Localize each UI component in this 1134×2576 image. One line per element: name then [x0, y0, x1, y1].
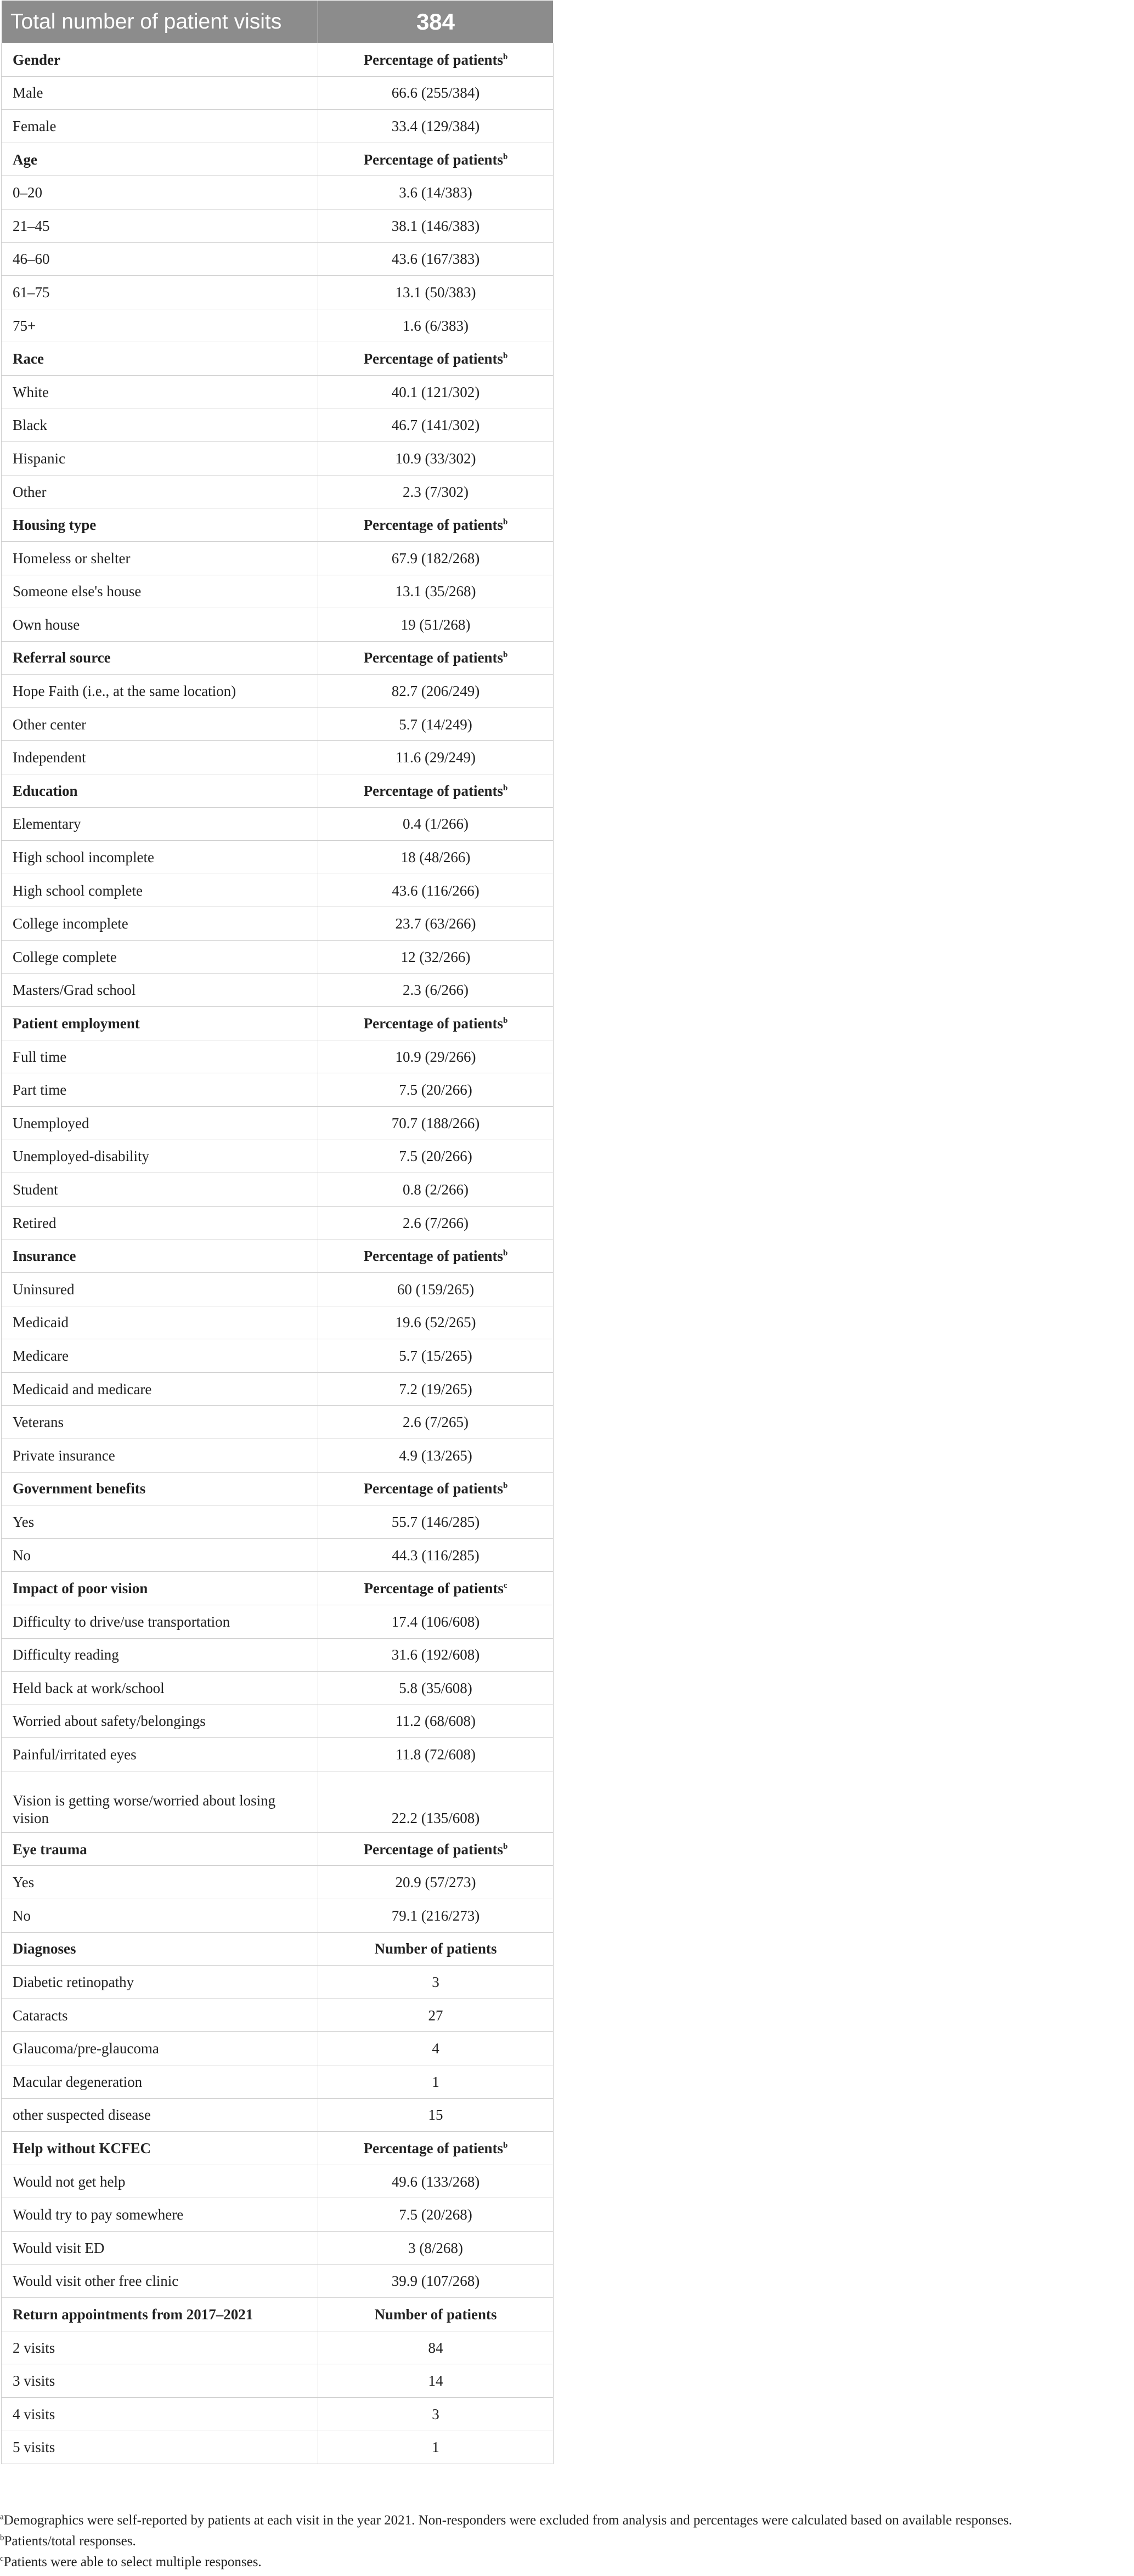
section-title-text: Impact of poor vision — [13, 1580, 148, 1597]
row-label: Black — [2, 409, 318, 442]
row-value: 12 (32/266) — [318, 941, 554, 974]
table-row — [2, 2098, 554, 2132]
row-value: 38.1 (146/383) — [318, 209, 554, 242]
row-label: College complete — [2, 941, 318, 974]
section-column-label — [318, 1932, 554, 1966]
row-value: 0.4 (1/266) — [318, 807, 554, 841]
section-column-label — [318, 342, 554, 376]
table-row — [2, 2065, 554, 2099]
row-value: 67.9 (182/268) — [318, 541, 554, 575]
footnote — [0, 2531, 1130, 2552]
row-value: 5.7 (15/265) — [318, 1339, 554, 1373]
row-value: 3 — [318, 2397, 554, 2431]
table-row — [2, 1705, 554, 1738]
row-value: 27 — [318, 1998, 554, 2032]
section-title-text: Diagnoses — [13, 1940, 76, 1957]
row-label: Would visit other free clinic — [2, 2264, 318, 2298]
table-row — [2, 541, 554, 575]
row-label: Veterans — [2, 1406, 318, 1439]
footnote-marker: a — [0, 2512, 4, 2522]
section-column-label-text: Percentage of patients — [363, 51, 504, 68]
header-title: Total number of patient visits — [2, 1, 318, 43]
table-row — [2, 1406, 554, 1439]
row-label: 0–20 — [2, 176, 318, 210]
table-row — [2, 675, 554, 708]
row-value: 19 (51/268) — [318, 608, 554, 642]
row-value: 3 — [318, 1966, 554, 1999]
row-value: 84 — [318, 2331, 554, 2364]
row-value: 10.9 (29/266) — [318, 1040, 554, 1073]
row-label: Masters/Grad school — [2, 973, 318, 1007]
row-value: 5.8 (35/608) — [318, 1672, 554, 1705]
footnote-marker: b — [503, 650, 508, 660]
row-label: Worried about safety/belongings — [2, 1705, 318, 1738]
table-row — [2, 1538, 554, 1572]
table-row — [2, 1339, 554, 1373]
row-value: 23.7 (63/266) — [318, 907, 554, 941]
table-row — [2, 2198, 554, 2232]
section-header-row — [2, 2132, 554, 2165]
table-row — [2, 575, 554, 608]
table-row — [2, 2165, 554, 2198]
table-row — [2, 2364, 554, 2398]
row-label: Homeless or shelter — [2, 541, 318, 575]
row-label: No — [2, 1899, 318, 1933]
footnote-marker: b — [503, 52, 508, 61]
row-value: 7.2 (19/265) — [318, 1372, 554, 1406]
section-column-label-text: Percentage of patients — [363, 1015, 504, 1032]
section-title-text: Referral source — [13, 649, 111, 666]
row-label: 2 visits — [2, 2331, 318, 2364]
row-value: 70.7 (188/266) — [318, 1107, 554, 1140]
row-value: 60 (159/265) — [318, 1272, 554, 1306]
table-row — [2, 1107, 554, 1140]
footnote-marker: b — [503, 1842, 508, 1851]
table-row — [2, 907, 554, 941]
row-value: 40.1 (121/302) — [318, 375, 554, 409]
section-column-label — [318, 1239, 554, 1273]
row-label: other suspected disease — [2, 2098, 318, 2132]
row-label: Diabetic retinopathy — [2, 1966, 318, 1999]
footnote-marker: b — [503, 783, 508, 792]
table-row — [2, 242, 554, 276]
row-value: 1 — [318, 2065, 554, 2099]
table-row — [2, 309, 554, 342]
section-column-label — [318, 774, 554, 808]
section-header-row — [2, 1007, 554, 1040]
patient-demographics-table — [1, 0, 554, 2464]
table-row — [2, 1040, 554, 1073]
row-label: Independent — [2, 741, 318, 774]
section-column-label-text: Number of patients — [374, 1940, 497, 1957]
table-row — [2, 375, 554, 409]
row-label: Elementary — [2, 807, 318, 841]
section-title-text: Insurance — [13, 1248, 76, 1265]
section-header-row — [2, 1239, 554, 1273]
footnote-marker: c — [503, 1581, 507, 1590]
footnote-marker: c — [0, 2554, 4, 2563]
row-label: Unemployed — [2, 1107, 318, 1140]
section-title — [2, 774, 318, 808]
section-title — [2, 1932, 318, 1966]
row-value: 5.7 (14/249) — [318, 707, 554, 741]
table-header-row — [2, 1, 554, 43]
table-row — [2, 110, 554, 143]
section-column-label — [318, 43, 554, 77]
footnote-marker: b — [503, 518, 508, 527]
section-header-row — [2, 774, 554, 808]
table-row — [2, 2397, 554, 2431]
row-value: 46.7 (141/302) — [318, 409, 554, 442]
section-column-label-text: Percentage of patients — [363, 517, 504, 534]
section-title-text: Education — [13, 782, 78, 799]
row-label: Would try to pay somewhere — [2, 2198, 318, 2232]
section-column-label-text: Percentage of patients — [363, 649, 504, 666]
table-row — [2, 1771, 554, 1832]
section-column-label — [318, 508, 554, 542]
table-row — [2, 1173, 554, 1207]
row-label: 4 visits — [2, 2397, 318, 2431]
section-title-text: Return appointments from 2017–2021 — [13, 2306, 253, 2323]
table-row — [2, 1272, 554, 1306]
row-value: 33.4 (129/384) — [318, 110, 554, 143]
row-label: 21–45 — [2, 209, 318, 242]
table-row — [2, 1206, 554, 1239]
footnote-marker: b — [503, 152, 508, 161]
row-value: 13.1 (35/268) — [318, 575, 554, 608]
row-value: 11.8 (72/608) — [318, 1738, 554, 1771]
row-value: 66.6 (255/384) — [318, 76, 554, 110]
row-value: 4 — [318, 2032, 554, 2065]
table-row — [2, 1306, 554, 1339]
row-value: 43.6 (167/383) — [318, 242, 554, 276]
table-row — [2, 176, 554, 210]
row-value: 20.9 (57/273) — [318, 1866, 554, 1899]
footnote-text: Patients were able to select multiple responses. — [3, 2555, 262, 2569]
table-row — [2, 1966, 554, 1999]
table-row — [2, 2331, 554, 2364]
section-column-label-text: Percentage of patients — [363, 1480, 504, 1497]
table-row — [2, 874, 554, 907]
section-header-row — [2, 43, 554, 77]
row-value: 14 — [318, 2364, 554, 2398]
row-label: Male — [2, 76, 318, 110]
table-row — [2, 442, 554, 475]
table-row — [2, 1439, 554, 1472]
row-value: 3.6 (14/383) — [318, 176, 554, 210]
table-row — [2, 741, 554, 774]
row-value: 79.1 (216/273) — [318, 1899, 554, 1933]
row-label: Unemployed-disability — [2, 1140, 318, 1173]
row-value: 17.4 (106/608) — [318, 1605, 554, 1638]
row-value: 13.1 (50/383) — [318, 276, 554, 309]
section-title-text: Age — [13, 151, 37, 168]
section-header-row — [2, 508, 554, 542]
section-column-label — [318, 2132, 554, 2165]
row-value: 10.9 (33/302) — [318, 442, 554, 475]
row-value: 22.2 (135/608) — [318, 1771, 554, 1832]
row-value: 1.6 (6/383) — [318, 309, 554, 342]
table-row — [2, 209, 554, 242]
footnote-marker: b — [503, 1481, 508, 1491]
row-value: 1 — [318, 2431, 554, 2464]
row-label: Painful/irritated eyes — [2, 1738, 318, 1771]
row-label: Female — [2, 110, 318, 143]
row-value: 55.7 (146/285) — [318, 1505, 554, 1539]
table-row — [2, 707, 554, 741]
table-row — [2, 2232, 554, 2265]
row-value: 44.3 (116/285) — [318, 1538, 554, 1572]
table-footnotes — [0, 2510, 1130, 2573]
table-row — [2, 76, 554, 110]
section-title — [2, 641, 318, 675]
footnote-marker: b — [503, 1016, 508, 1026]
row-value: 19.6 (52/265) — [318, 1306, 554, 1339]
section-column-label — [318, 2298, 554, 2331]
row-label: Vision is getting worse/worried about losing vision — [2, 1771, 318, 1832]
section-title-text: Help without KCFEC — [13, 2140, 151, 2157]
row-label: Student — [2, 1173, 318, 1207]
row-label: Medicaid — [2, 1306, 318, 1339]
row-value: 18 (48/266) — [318, 841, 554, 874]
section-title-text: Eye trauma — [13, 1841, 87, 1858]
section-column-label-text: Percentage of patients — [363, 1841, 504, 1858]
section-title — [2, 43, 318, 77]
section-header-row — [2, 2298, 554, 2331]
table-row — [2, 1998, 554, 2032]
section-column-label — [318, 1472, 554, 1505]
section-title — [2, 2132, 318, 2165]
row-label: Uninsured — [2, 1272, 318, 1306]
section-title-text: Housing type — [13, 517, 97, 534]
row-value: 43.6 (116/266) — [318, 874, 554, 907]
table-row — [2, 973, 554, 1007]
section-header-row — [2, 1832, 554, 1866]
table-row — [2, 1605, 554, 1638]
section-title — [2, 2298, 318, 2331]
footnote-marker: b — [503, 352, 508, 361]
row-label: Medicaid and medicare — [2, 1372, 318, 1406]
section-column-label-text: Percentage of patients — [363, 1248, 504, 1265]
section-column-label — [318, 1572, 554, 1605]
section-column-label — [318, 1007, 554, 1040]
row-label: Part time — [2, 1073, 318, 1107]
table-row — [2, 1638, 554, 1672]
row-label: Yes — [2, 1866, 318, 1899]
section-column-label-text: Number of patients — [374, 2306, 497, 2323]
section-title — [2, 508, 318, 542]
row-value: 82.7 (206/249) — [318, 675, 554, 708]
row-label: Macular degeneration — [2, 2065, 318, 2099]
section-title-text: Race — [13, 350, 44, 367]
row-value: 7.5 (20/266) — [318, 1140, 554, 1173]
section-column-label-text: Percentage of patients — [364, 1580, 504, 1597]
section-title — [2, 1239, 318, 1273]
footnote-text: Patients/total responses. — [4, 2534, 136, 2549]
section-title — [2, 1472, 318, 1505]
row-label: Cataracts — [2, 1998, 318, 2032]
row-label: 3 visits — [2, 2364, 318, 2398]
row-label: Other center — [2, 707, 318, 741]
footnote-marker: b — [503, 1249, 508, 1258]
section-title — [2, 1832, 318, 1866]
table-row — [2, 1672, 554, 1705]
row-label: Full time — [2, 1040, 318, 1073]
row-label: Difficulty reading — [2, 1638, 318, 1672]
row-label: Medicare — [2, 1339, 318, 1373]
row-label: 75+ — [2, 309, 318, 342]
row-label: High school complete — [2, 874, 318, 907]
header-total: 384 — [318, 1, 554, 43]
table-row — [2, 1505, 554, 1539]
row-label: Yes — [2, 1505, 318, 1539]
section-title-text: Gender — [13, 51, 60, 68]
row-label: Would not get help — [2, 2165, 318, 2198]
row-label: Would visit ED — [2, 2232, 318, 2265]
table-row — [2, 475, 554, 508]
section-title-text: Government benefits — [13, 1480, 146, 1497]
footnote-marker: b — [0, 2533, 4, 2543]
row-value: 2.3 (7/302) — [318, 475, 554, 508]
row-value: 31.6 (192/608) — [318, 1638, 554, 1672]
row-value: 2.6 (7/266) — [318, 1206, 554, 1239]
table-row — [2, 1899, 554, 1933]
section-header-row — [2, 143, 554, 176]
section-column-label-text: Percentage of patients — [363, 782, 504, 799]
row-value: 49.6 (133/268) — [318, 2165, 554, 2198]
row-label: Someone else's house — [2, 575, 318, 608]
row-label: College incomplete — [2, 907, 318, 941]
row-label: Own house — [2, 608, 318, 642]
table-row — [2, 1372, 554, 1406]
row-label: White — [2, 375, 318, 409]
row-label: Private insurance — [2, 1439, 318, 1472]
row-value: 7.5 (20/266) — [318, 1073, 554, 1107]
row-value: 11.6 (29/249) — [318, 741, 554, 774]
table-row — [2, 608, 554, 642]
section-title — [2, 1572, 318, 1605]
row-value: 2.6 (7/265) — [318, 1406, 554, 1439]
section-header-row — [2, 342, 554, 376]
row-value: 11.2 (68/608) — [318, 1705, 554, 1738]
section-title-text: Patient employment — [13, 1015, 140, 1032]
row-value: 3 (8/268) — [318, 2232, 554, 2265]
row-label: 5 visits — [2, 2431, 318, 2464]
row-label: Hispanic — [2, 442, 318, 475]
table-row — [2, 1738, 554, 1771]
table-row — [2, 409, 554, 442]
section-column-label-text: Percentage of patients — [363, 151, 504, 168]
footnote — [0, 2510, 1130, 2531]
table-row — [2, 2032, 554, 2065]
row-label: No — [2, 1538, 318, 1572]
row-label: Retired — [2, 1206, 318, 1239]
row-value: 4.9 (13/265) — [318, 1439, 554, 1472]
section-column-label-text: Percentage of patients — [363, 2140, 504, 2157]
table-row — [2, 807, 554, 841]
row-label: High school incomplete — [2, 841, 318, 874]
section-header-row — [2, 1572, 554, 1605]
row-label: Difficulty to drive/use transportation — [2, 1605, 318, 1638]
row-value: 2.3 (6/266) — [318, 973, 554, 1007]
section-header-row — [2, 1932, 554, 1966]
section-header-row — [2, 641, 554, 675]
section-column-label — [318, 1832, 554, 1866]
footnote — [0, 2552, 1130, 2573]
row-value: 39.9 (107/268) — [318, 2264, 554, 2298]
footnote-text: Demographics were self-reported by patients at each visit in the year 2021. Non-responders were excluded from analysis and percentages were calculated based on available responses. — [3, 2513, 1012, 2528]
row-value: 0.8 (2/266) — [318, 1173, 554, 1207]
table-row — [2, 276, 554, 309]
table-row — [2, 2431, 554, 2464]
section-column-label — [318, 641, 554, 675]
table-row — [2, 1073, 554, 1107]
table-row — [2, 841, 554, 874]
section-title — [2, 342, 318, 376]
row-label: Other — [2, 475, 318, 508]
row-label: Glaucoma/pre-glaucoma — [2, 2032, 318, 2065]
section-column-label — [318, 143, 554, 176]
row-label: Hope Faith (i.e., at the same location) — [2, 675, 318, 708]
table-row — [2, 1866, 554, 1899]
section-title — [2, 1007, 318, 1040]
row-value: 7.5 (20/268) — [318, 2198, 554, 2232]
section-header-row — [2, 1472, 554, 1505]
table-row — [2, 1140, 554, 1173]
row-label: 46–60 — [2, 242, 318, 276]
table-row — [2, 941, 554, 974]
row-value: 15 — [318, 2098, 554, 2132]
row-label: 61–75 — [2, 276, 318, 309]
section-column-label-text: Percentage of patients — [363, 350, 504, 367]
row-label: Held back at work/school — [2, 1672, 318, 1705]
section-title — [2, 143, 318, 176]
table-row — [2, 2264, 554, 2298]
footnote-marker: b — [503, 2141, 508, 2150]
